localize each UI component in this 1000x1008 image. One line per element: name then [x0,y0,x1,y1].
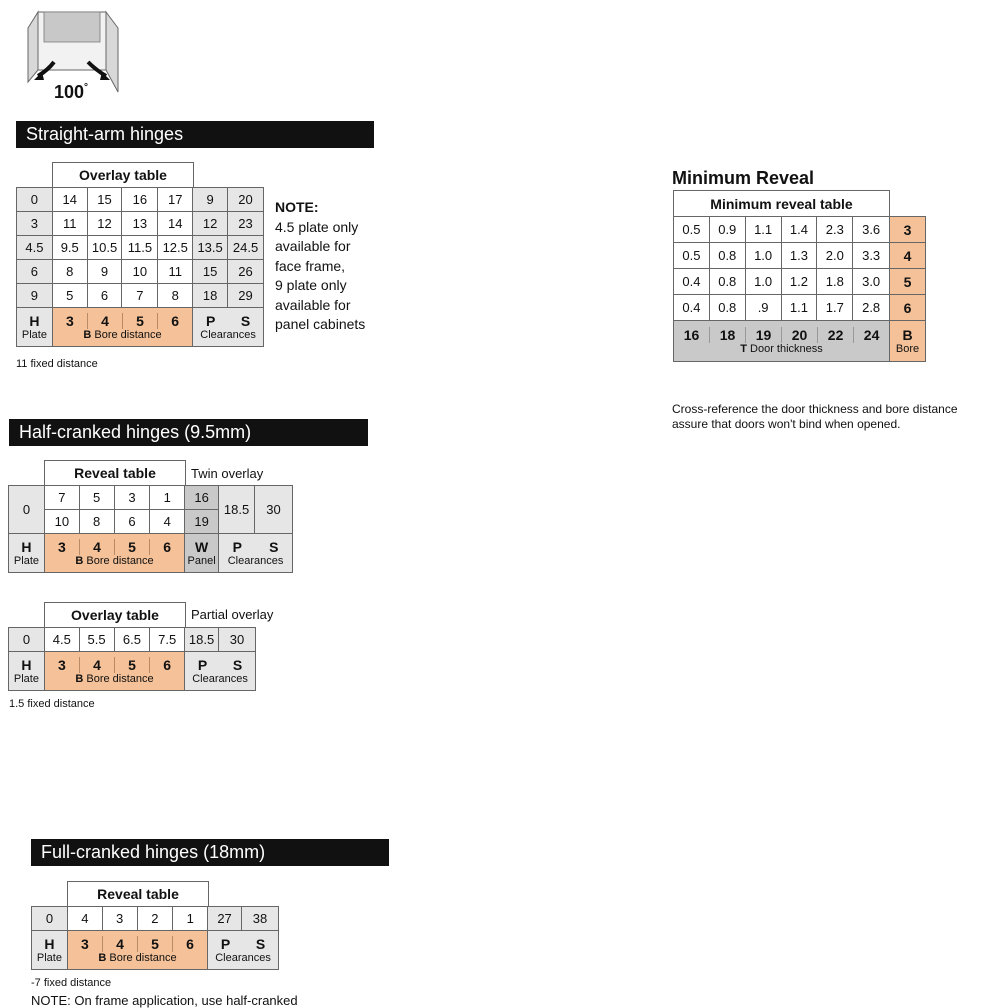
bore-value: 6 [163,538,172,555]
legend-row [9,652,256,691]
s-label: S [240,312,251,329]
bore-values [53,313,192,329]
clearance-cell: 30 [255,486,293,534]
degree-mark: ° [84,82,89,93]
thickness-value: 19 [746,327,782,343]
bore-values [45,539,184,555]
b-label: B [902,326,913,343]
value-cell: 1.0 [745,243,781,269]
table-row [17,188,264,212]
b-sub: Bore distance [86,554,154,567]
s-label: S [269,538,279,555]
value-cell: 0.8 [709,269,745,295]
legend-row [674,321,926,362]
value-cell: 0.5 [674,217,710,243]
clearance-cell: 29 [228,284,264,308]
full-reveal-table [31,906,279,970]
h-plate-cell [9,652,45,691]
p-label: P [220,935,231,952]
bore-value: 4 [103,936,138,952]
plate-cell: 0 [17,188,53,212]
thickness-cell [674,321,890,362]
straight-overlay-table [16,187,264,347]
t-sub: Door thickness [750,342,823,355]
ps-labels [185,657,255,673]
note-line: panel cabinets [275,316,366,332]
bore-caption [53,329,192,342]
ps-labels [208,936,278,952]
straight-overlay-header: Overlay table [52,162,194,187]
h-label: H [21,656,32,673]
value-cell: 2.3 [817,217,853,243]
value-cell: 15 [87,188,122,212]
bore-values [45,657,184,673]
b-sub: Bore distance [109,951,177,964]
value-cell: 7 [122,284,158,308]
h-plate-cell [32,931,68,970]
table-row [9,628,256,652]
b-sub: Bore [895,342,920,355]
value-cell: 0.4 [674,269,710,295]
value-cell: 9.5 [52,236,87,260]
table-row [32,907,279,931]
ps-sub: Clearances [215,951,271,964]
plate-cell: 0 [32,907,68,931]
clearance-legend-cell [219,534,293,573]
h-sub: Plate [21,328,47,341]
value-cell: 2 [137,907,173,931]
half-reveal-side-label: Twin overlay [191,466,264,481]
b-label: B [98,951,107,964]
min-reveal-title: Minimum Reveal [672,168,815,188]
value-cell: 13 [122,212,158,236]
value-cell: 11.5 [122,236,158,260]
value-cell: 1.3 [781,243,817,269]
section-bar-full: Full-cranked hinges (18mm) [31,839,389,866]
ps-sub: Clearances [200,328,256,341]
panel-cell: 16 [185,486,219,510]
h-plate-cell [17,308,53,347]
value-cell: 10 [122,260,158,284]
value-cell: 1.2 [781,269,817,295]
t-label: T [740,342,747,355]
plate-cell: 9 [17,284,53,308]
p-label: P [232,538,242,555]
value-cell: 6.5 [114,628,150,652]
section-bar-half: Half-cranked hinges (9.5mm) [9,419,368,446]
table-row [674,217,926,243]
value-cell: 0.8 [709,243,745,269]
bore-value: 4 [890,243,926,269]
value-cell: 14 [158,212,193,236]
h-label: H [44,935,55,952]
legend-row [17,308,264,347]
bore-cell [44,534,184,573]
h-sub: Plate [36,951,62,964]
clearance-legend-cell [193,308,264,347]
bore-value: 5 [138,936,173,952]
bore-value: 5 [115,539,150,555]
note-line: available for [275,296,351,313]
bore-value: 3 [45,657,80,673]
table-row [674,295,926,321]
value-cell: 3.3 [853,243,890,269]
min-reveal-table [673,216,926,362]
bore-value: 4 [80,539,115,555]
value-cell: 8 [52,260,87,284]
half-overlay-side-label: Partial overlay [191,607,274,622]
b-label: B [83,328,92,341]
clearance-cell: 9 [193,188,228,212]
min-reveal-caption [672,402,958,432]
value-cell: 9 [87,260,122,284]
thickness-caption [674,343,889,356]
bore-value: 4 [88,313,123,329]
value-cell: 3 [102,907,137,931]
clearance-cell: 18 [193,284,228,308]
p-label: P [205,312,216,329]
w-label: W [195,538,209,555]
h-plate-cell [9,534,45,573]
table-row [17,260,264,284]
value-cell: 7 [44,486,79,510]
value-cell: 1.8 [817,269,853,295]
w-panel-cell [185,534,219,573]
bore-values [68,936,207,952]
value-cell: 5.5 [79,628,114,652]
bore-cell [67,931,207,970]
half-reveal-table [8,485,293,573]
min-reveal-header: Minimum reveal table [673,190,890,216]
value-cell: 6 [87,284,122,308]
full-note-cutoff: NOTE: On frame application, use half-cranked [31,993,298,1008]
clearance-cell: 30 [219,628,256,652]
clearance-cell: 13.5 [193,236,228,260]
clearance-cell: 20 [228,188,264,212]
bore-value: 3 [68,936,103,952]
table-row [674,243,926,269]
thickness-value: 22 [818,327,854,343]
thickness-value: 16 [674,327,710,343]
bore-value: 3 [45,539,80,555]
bore-value: 5 [890,269,926,295]
value-cell: 4 [150,510,185,534]
value-cell: 1.4 [781,217,817,243]
value-cell: 11 [52,212,87,236]
angle-value: 100 [54,82,85,102]
note-line: available for [275,238,351,254]
h-label: H [29,312,40,329]
thickness-value: 20 [782,327,818,343]
clearance-cell: 26 [228,260,264,284]
plate-cell: 6 [17,260,53,284]
plate-cell: 3 [17,212,53,236]
value-cell: 5 [79,486,114,510]
bore-value: 5 [115,657,150,673]
value-cell: 17 [158,188,193,212]
value-cell: 8 [158,284,193,308]
value-cell: 11 [158,260,193,284]
table-row [17,236,264,260]
value-cell: .9 [745,295,781,321]
value-cell: 2.0 [817,243,853,269]
ps-labels [219,539,292,555]
value-cell: 12.5 [158,236,193,260]
h-sub: Plate [13,554,39,567]
full-reveal-header: Reveal table [67,881,209,906]
half-reveal-header: Reveal table [44,460,186,485]
clearance-cell: 18.5 [185,628,219,652]
value-cell: 10 [44,510,79,534]
note-title: NOTE: [275,199,319,215]
table-row [17,284,264,308]
ps-sub: Clearances [192,672,248,685]
thickness-value: 24 [863,326,880,343]
ps-labels [193,313,263,329]
s-label: S [232,656,243,673]
table-row [17,212,264,236]
bore-value: 6 [171,312,180,329]
angle-label [54,82,88,103]
clearance-cell: 15 [193,260,228,284]
s-label: S [255,935,266,952]
value-cell: 1 [173,907,208,931]
straight-note [275,198,365,335]
value-cell: 10.5 [87,236,122,260]
value-cell: 0.5 [674,243,710,269]
bore-cell [52,308,192,347]
bore-legend-cell [890,321,926,362]
half-overlay-header: Overlay table [44,602,186,627]
value-cell: 3 [114,486,150,510]
bore-caption [45,673,184,686]
clearance-legend-cell [185,652,256,691]
note-line: 4.5 plate only [275,218,359,235]
bore-value: 5 [123,313,158,329]
straight-fixed-distance: 11 fixed distance [16,358,98,370]
bore-value: 6 [186,935,194,952]
full-fixed-distance: -7 fixed distance [31,977,112,989]
value-cell: 0.9 [709,217,745,243]
plate-cell: 4.5 [17,236,53,260]
value-cell: 6 [114,510,150,534]
half-overlay-table [8,627,256,691]
table-row [674,269,926,295]
value-cell: 1.1 [781,295,817,321]
w-sub: Panel [187,554,216,567]
value-cell: 5 [52,284,87,308]
value-cell: 8 [79,510,114,534]
clearance-cell: 24.5 [228,236,264,260]
value-cell: 4.5 [44,628,79,652]
clearance-cell: 38 [242,907,279,931]
bore-value: 6 [890,295,926,321]
value-cell: 1 [150,486,185,510]
value-cell: 4 [67,907,102,931]
thickness-values [674,327,889,343]
value-cell: 16 [122,188,158,212]
caption-line: assure that doors won't bind when opened. [672,417,901,431]
value-cell: 0.8 [709,295,745,321]
legend-row [32,931,279,970]
b-label: B [75,554,84,567]
panel-cell: 19 [185,510,219,534]
value-cell: 12 [87,212,122,236]
bore-value: 4 [80,657,115,673]
table-row [9,486,293,510]
clearance-cell: 12 [193,212,228,236]
clearance-cell: 23 [228,212,264,236]
plate-cell: 0 [9,628,45,652]
bore-caption [45,555,184,568]
half-fixed-distance: 1.5 fixed distance [9,698,95,710]
p-label: P [197,656,208,673]
value-cell: 7.5 [150,628,185,652]
thickness-value: 18 [710,327,746,343]
bore-cell [44,652,184,691]
value-cell: 1.1 [745,217,781,243]
h-label: H [21,538,32,555]
note-line: face frame, [275,257,346,274]
value-cell: 3.6 [853,217,890,243]
bore-value: 3 [890,217,926,243]
legend-row [9,534,293,573]
value-cell: 1.0 [745,269,781,295]
clearance-cell: 18.5 [219,486,255,534]
clearance-legend-cell [208,931,279,970]
b-sub: Bore distance [86,672,154,685]
h-sub: Plate [13,672,39,685]
b-label: B [75,672,84,685]
bore-value: 6 [163,656,171,673]
section-bar-straight: Straight-arm hinges [16,121,374,148]
value-cell: 3.0 [853,269,890,295]
ps-sub: Clearances [227,554,284,567]
bore-value: 3 [53,313,88,329]
plate-cell: 0 [9,486,45,534]
caption-line: Cross-reference the door thickness and bore distance [672,402,958,416]
value-cell: 2.8 [853,295,890,321]
note-line: 9 plate only [275,277,347,293]
b-sub: Bore distance [94,328,162,341]
value-cell: 14 [52,188,87,212]
value-cell: 0.4 [674,295,710,321]
value-cell: 1.7 [817,295,853,321]
bore-caption [68,952,207,965]
clearance-cell: 27 [208,907,242,931]
